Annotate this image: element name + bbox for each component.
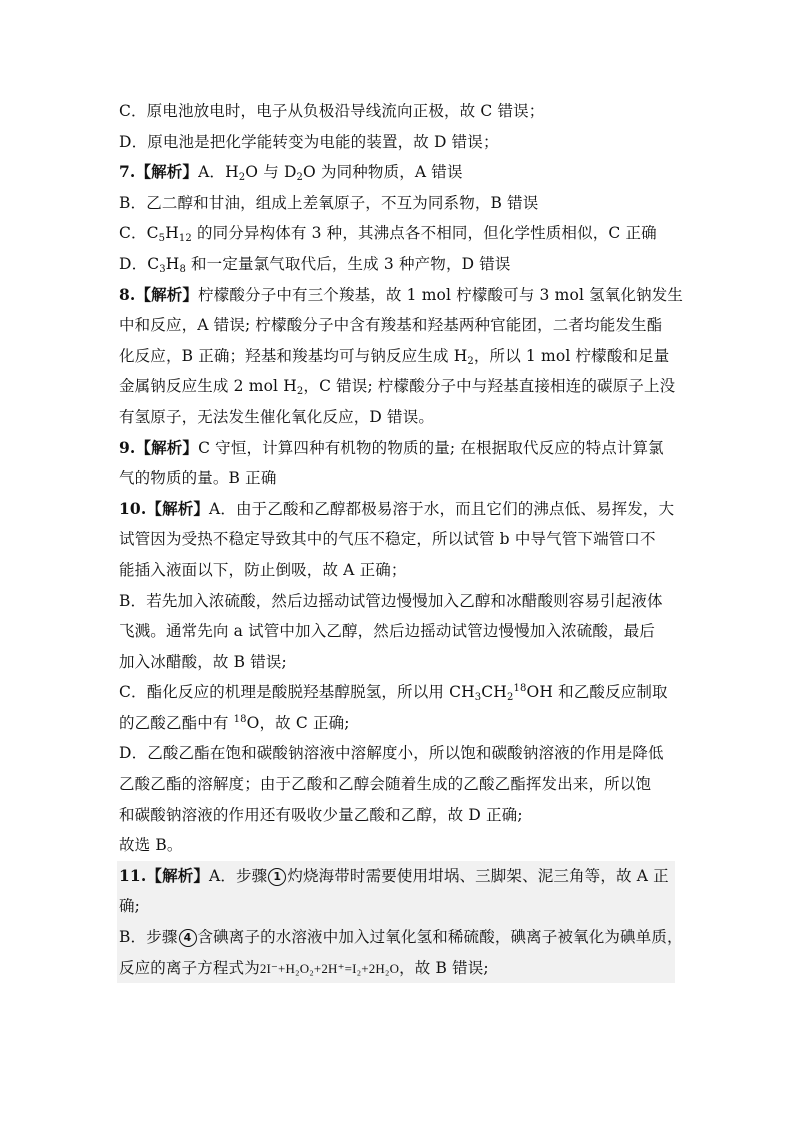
text-line: [119, 341, 675, 372]
text-line: [119, 830, 675, 861]
line-text: A．步骤: [209, 866, 268, 885]
line-text: A．由于乙酸和乙醇都极易溶于水，而且它们的沸点低、易挥发，大: [209, 499, 675, 518]
line-text: H: [165, 254, 180, 273]
text-line: [119, 647, 675, 678]
subscript: 2: [296, 386, 304, 398]
line-text: O 与 D: [245, 163, 297, 182]
text-line: [119, 586, 675, 617]
text-line: [119, 677, 675, 708]
line-text: C．C: [119, 224, 159, 243]
text-line: [119, 310, 675, 341]
line-text: OH 和乙酸反应制取: [526, 683, 668, 702]
text-line: [119, 738, 675, 769]
line-text: 金属钠反应生成 2 mol H: [119, 377, 297, 396]
line-text: 有氢原子，无法发生催化氧化反应，D 错误。: [119, 407, 435, 426]
text-line: [117, 922, 683, 953]
text-line: [119, 769, 675, 800]
document-page: [119, 96, 684, 983]
ionic-equation: 2I⁻+H₂O₂+2H⁺=I₂+2H₂O: [259, 960, 400, 976]
question-heading: 10.【解析】: [119, 498, 210, 518]
line-text: B．若先加入浓硫酸，然后边摇动试管边慢慢加入乙醇和冰醋酸则容易引起液体: [119, 591, 663, 610]
subscript: 2: [296, 172, 304, 184]
text-line: [119, 494, 675, 525]
step-number-circle: 1: [268, 868, 286, 886]
subscript: 12: [178, 233, 192, 245]
text-line: [119, 249, 675, 280]
subscript: 3: [474, 692, 482, 704]
subscript: 2: [238, 172, 246, 184]
line-text: D．C: [119, 254, 160, 273]
subscript: 2: [506, 692, 514, 704]
text-line: [119, 555, 675, 586]
question-heading: 11.【解析】: [119, 865, 210, 885]
text-line: [119, 463, 675, 494]
line-text: 中和反应，A 错误; 柠檬酸分子中含有羧基和羟基两种官能团，二者均能发生酯: [119, 316, 663, 335]
line-text: 化反应，B 正确；羟基和羧基均可与钠反应生成 H: [119, 346, 468, 365]
line-text: B．步骤: [119, 928, 178, 947]
line-text: O，故 C 正确;: [246, 713, 350, 732]
question-heading: 8.【解析】: [119, 284, 199, 304]
text-line: [119, 433, 675, 464]
line-text: D．原电池是把化学能转变为电能的装置，故 D 错误；: [119, 132, 499, 151]
text-line: [119, 616, 675, 647]
line-text: 柠檬酸分子中有三个羧基，故 1 mol 柠檬酸可与 3 mol 氢氧化钠发生: [198, 285, 684, 304]
question-heading: 7.【解析】: [119, 162, 199, 182]
line-text: 灼烧海带时需要使用坩埚、三脚架、泥三角等，故 A 正: [287, 866, 669, 885]
line-text: 加入冰醋酸，故 B 错误;: [119, 652, 287, 671]
line-text: H: [165, 224, 179, 243]
question-heading: 9.【解析】: [119, 437, 199, 457]
line-text: C 守恒，计算四种有机物的物质的量; 在根据取代反应的特点计算氯: [198, 438, 664, 457]
line-text: 试管因为受热不稳定导致其中的气压不稳定，所以试管 b 中导气管下端管口不: [119, 530, 656, 549]
line-text: 气的物质的量。B 正确: [119, 469, 277, 488]
text-line: [119, 188, 675, 219]
text-line: [119, 800, 675, 831]
line-text: ，所以 1 mol 柠檬酸和足量: [473, 346, 670, 365]
line-text: 能插入液面以下，防止倒吸，故 A 正确；: [119, 560, 407, 579]
subscript: 5: [158, 233, 166, 245]
subscript: 3: [159, 263, 166, 275]
line-text: 和碳酸钠溶液的作用还有吸收少量乙酸和乙醇，故 D 正确;: [119, 805, 523, 824]
text-line: [119, 402, 675, 433]
text-line: [119, 96, 675, 127]
text-line: [119, 157, 675, 188]
line-text: 飞溅。通常先向 a 试管中加入乙醇，然后边摇动试管边慢慢加入浓硫酸，最后: [119, 622, 655, 641]
text-line: [119, 524, 675, 555]
text-line: [119, 371, 675, 402]
line-text: 含碘离子的水溶液中加入过氧化氢和稀硫酸，碘离子被氧化为碘单质，: [197, 928, 683, 947]
text-line: [119, 280, 684, 311]
text-line: [117, 861, 675, 892]
line-text: C．酯化反应的机理是酸脱羟基醇脱氢，所以用 CH: [119, 683, 475, 702]
text-line: [117, 891, 675, 922]
line-text: 和一定量氯气取代后，生成 3 种产物，D 错误: [185, 254, 511, 273]
step-number-circle: 4: [179, 929, 197, 947]
line-text: 故选 B。: [119, 836, 183, 855]
line-text: B．乙二醇和甘油，组成上差氧原子，不互为同系物，B 错误: [119, 193, 539, 212]
line-text: D．乙酸乙酯在饱和碳酸钠溶液中溶解度小，所以饱和碳酸钠溶液的作用是降低: [119, 744, 664, 763]
text-line: [119, 127, 675, 158]
line-text: 乙酸乙酯的溶解度；由于乙酸和乙醇会随着生成的乙酸乙酯挥发出来，所以饱: [119, 775, 652, 794]
superscript: 18: [513, 683, 527, 695]
text-line: [119, 218, 675, 249]
line-text: ，故 B 错误;: [399, 958, 489, 977]
line-text: 反应的离子方程式为: [119, 958, 260, 977]
text-line: [117, 953, 675, 984]
line-text: CH: [481, 683, 507, 702]
line-text: A．H: [198, 163, 239, 182]
line-text: O 为同种物质，A 错误: [303, 163, 463, 182]
subscript: 8: [179, 263, 186, 275]
superscript: 18: [233, 713, 247, 725]
line-text: C．原电池放电时，电子从负极沿导线流向正极，故 C 错误；: [119, 102, 545, 120]
line-text: ，C 错误; 柠檬酸分子中与羟基直接相连的碳原子上没: [303, 377, 676, 396]
text-line: [119, 708, 675, 739]
subscript: 2: [467, 355, 474, 367]
line-text: 的乙酸乙酯中有: [119, 713, 234, 732]
line-text: 的同分异构体有 3 种，其沸点各不相同，但化学性质相似，C 正确: [191, 224, 657, 243]
line-text: 确;: [119, 897, 141, 916]
